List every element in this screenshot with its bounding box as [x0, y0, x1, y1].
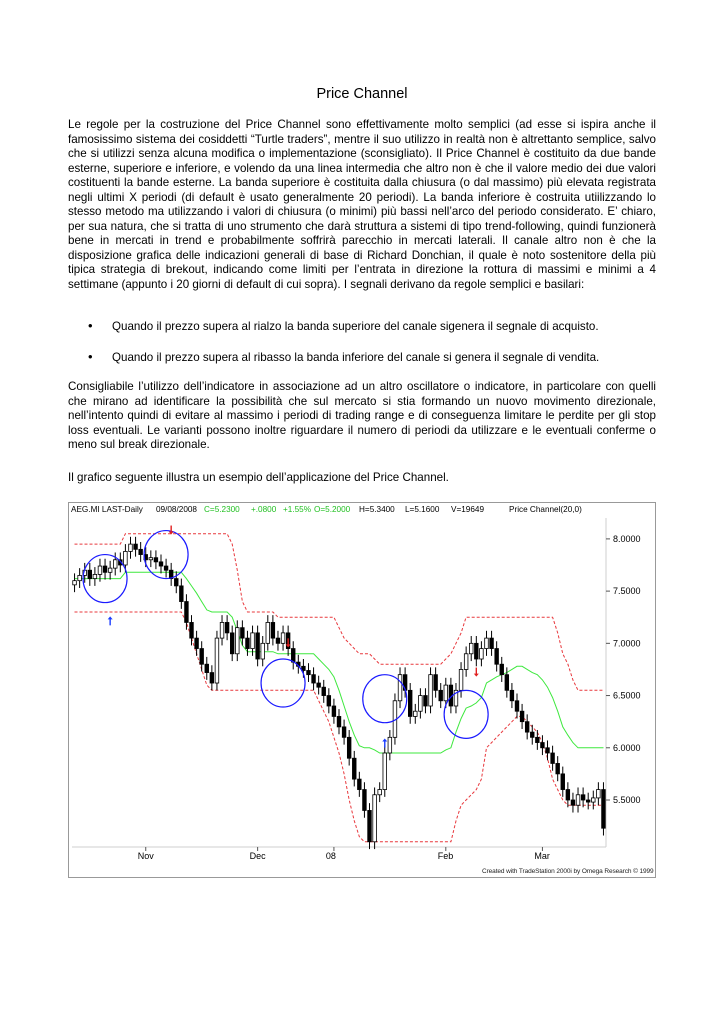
- candle-body: [358, 779, 362, 789]
- candle-body: [505, 675, 509, 691]
- candle-body: [469, 643, 473, 653]
- candle-body: [215, 638, 219, 683]
- candle-body: [312, 675, 316, 683]
- candle-body: [546, 748, 550, 753]
- candle-body: [246, 638, 250, 648]
- candle-body: [154, 558, 158, 562]
- header-symbol: AEG.MI LAST-Daily: [71, 505, 143, 514]
- header-volume: V=19649: [451, 505, 485, 514]
- candle-body: [520, 711, 524, 721]
- y-tick-label: 8.0000: [613, 533, 641, 544]
- candle-body: [464, 654, 468, 670]
- header-date: 09/08/2008: [156, 505, 197, 514]
- candle-body: [78, 575, 82, 580]
- candle-body: [551, 753, 555, 763]
- candle-body: [419, 696, 423, 712]
- bullet-dot: •: [88, 349, 93, 364]
- candle-body: [93, 574, 97, 578]
- candle-body: [556, 763, 560, 773]
- candle-body: [230, 633, 234, 654]
- candle-body: [210, 673, 214, 683]
- candle-body: [271, 622, 275, 638]
- candle-body: [103, 566, 107, 572]
- candle-body: [536, 737, 540, 742]
- candle-body: [515, 701, 519, 711]
- candle-body: [566, 790, 570, 800]
- candle-body: [398, 675, 402, 701]
- candle-body: [139, 549, 143, 554]
- candle-body: [113, 560, 117, 568]
- candle-body: [571, 800, 575, 805]
- candle-body: [195, 638, 199, 648]
- candle-body: [439, 690, 443, 700]
- candle-body: [337, 716, 341, 726]
- candle-body: [190, 622, 194, 638]
- candle-body: [134, 544, 138, 549]
- candle-body: [225, 622, 229, 632]
- candle-body: [490, 638, 494, 648]
- candle-body: [408, 690, 412, 716]
- candle-body: [291, 649, 295, 663]
- candle-body: [342, 727, 346, 737]
- candle-body: [591, 798, 595, 802]
- candle-body: [266, 622, 270, 643]
- candle-body: [413, 711, 417, 716]
- candle-body: [444, 685, 448, 701]
- candle-body: [429, 675, 433, 706]
- y-tick-label: 7.5000: [613, 586, 641, 597]
- candle-body: [581, 795, 585, 800]
- candle-body: [164, 566, 168, 570]
- candle-body: [368, 810, 372, 841]
- candle-body: [261, 643, 265, 659]
- candle-body: [220, 622, 224, 638]
- candle-body: [276, 638, 280, 643]
- header-change: +.0800: [251, 505, 277, 514]
- candle-body: [459, 669, 463, 690]
- candle-body: [159, 562, 163, 566]
- y-tick-label: 6.5000: [613, 690, 641, 701]
- price-channel-chart: [68, 502, 656, 878]
- x-tick-label: 08: [325, 851, 336, 861]
- intro-paragraph: Le regole per la costruzione del Price Channel sono effettivamente molto semplici (ad esse si ispira anche il famosissimo sistema dei cosiddetti “Turtle traders”, mentre il suo utilizzo in realtà non è altrettanto semplice, salvo che si utilizzi senza alcuna modifica o implementazione (sconsigliato). Il Price Channel è costituito da due bande esterne, superiore e inferiore, e volendo da una linea intermedia che altro non è che il valore medio dei due valori costituenti la bande esterne. La banda superiore è costituita dalla chiusura (o dal massimo) più elevata registrata negli ultimi X periodi (di default è usato generalmente 20 periodi). La banda inferiore è costruita utiilizzando lo stesso metodo ma utilizzando i valori di chiusura (o minimi) più bassi nell’arco del periodo considerato. E’ chiaro, per sua natura, che si tratta di uno strumento che darà struttura a sistemi di tipo trend-following, quindi funzionerà bene in mercati in trend e probabilmente soffrirà parecchio in mercati laterali. Il canale altro non è che la disposizione grafica delle indicazioni generali di base di Richard Donchian, il quale è noto sostenitore della più tipica strategia di brekout, indicando come limiti per l’entrata in direzione la rottura di massimi e minimi a 4 settimane (appunto i 20 giorni di default di cui sopra). I segnali derivano da regole semplici e basilari:: [68, 118, 656, 291]
- bullet-text: Quando il prezzo supera al rialzo la banda superiore del canale sigenera il segnale di acquisto.: [112, 320, 599, 333]
- candle-body: [373, 795, 377, 842]
- candle-body: [235, 628, 239, 654]
- header-low: L=5.1600: [405, 505, 440, 514]
- candle-body: [586, 800, 590, 802]
- candle-body: [576, 795, 580, 805]
- y-tick-label: 6.0000: [613, 742, 641, 753]
- candle-body: [347, 737, 351, 758]
- chart-credit: Created with TradeStation 2000i by Omega Research © 1999: [482, 868, 654, 875]
- candle-body: [424, 696, 428, 706]
- candle-body: [597, 790, 601, 798]
- chart-svg: [68, 502, 656, 878]
- candle-body: [475, 643, 479, 659]
- candle-body: [200, 649, 204, 665]
- candle-body: [510, 690, 514, 700]
- y-tick-label: 7.0000: [613, 638, 641, 649]
- candle-body: [129, 544, 133, 551]
- candle-body: [322, 687, 326, 695]
- x-tick-label: Feb: [437, 851, 454, 861]
- candle-body: [149, 558, 153, 560]
- candle-body: [530, 732, 534, 737]
- x-tick-label: Nov: [137, 851, 154, 861]
- candle-body: [251, 633, 255, 649]
- candle-body: [332, 706, 336, 716]
- candle-body: [73, 581, 77, 585]
- candle-body: [180, 586, 184, 602]
- candle-body: [88, 570, 92, 578]
- candle-body: [363, 790, 367, 811]
- usage-paragraph: Consigliabile l’utilizzo dell’indicatore in associazione ad un altro oscillatore o indicatore, in particolare con quelli che mirano ad identificare la possibilità che sul mercato si stia formando un nuovo movimento direzionale, nell’intento quindi di evitare al massimo i periodi di trading range e di conseguenza limitare le perdite per gli stop loss eventuali. Le varianti possono inoltre riguardare il numero di periodi da utilizzare e le eventuali conferme o meno sul break direzionale.: [68, 380, 656, 451]
- candle-body: [525, 722, 529, 732]
- candle-body: [241, 628, 245, 638]
- candle-body: [327, 696, 331, 706]
- candle-body: [378, 790, 382, 795]
- header-close: C=5.2300: [204, 505, 240, 514]
- candle-body: [388, 737, 392, 753]
- candle-body: [205, 664, 209, 672]
- bullet-text: Quando il prezzo supera al ribasso la banda inferiore del canale si genera il segnale di vendita.: [112, 351, 600, 364]
- chart-intro-paragraph: Il grafico seguente illustra un esempio dell’applicazione del Price Channel.: [68, 471, 449, 484]
- y-tick-label: 5.5000: [613, 795, 641, 805]
- candle-body: [480, 649, 484, 659]
- candle-body: [98, 566, 102, 574]
- bullet-dot: •: [88, 318, 93, 333]
- candle-body: [281, 633, 285, 643]
- candle-body: [317, 683, 321, 687]
- candle-body: [561, 774, 565, 790]
- header-open: O=5.2000: [314, 505, 351, 514]
- x-tick-label: Dec: [249, 851, 266, 861]
- candle-body: [434, 675, 438, 691]
- candle-body: [383, 753, 387, 790]
- candle-body: [185, 602, 189, 623]
- candle-body: [495, 649, 499, 665]
- header-indicator: Price Channel(20,0): [509, 505, 582, 514]
- candle-body: [602, 790, 606, 829]
- candle-body: [108, 568, 112, 572]
- candle-body: [174, 579, 178, 586]
- candle-body: [485, 638, 489, 648]
- candle-body: [124, 551, 128, 565]
- candle-body: [256, 633, 260, 659]
- candle-body: [352, 758, 356, 779]
- x-tick-label: Mar: [534, 851, 550, 861]
- candle-body: [541, 743, 545, 748]
- page-title: Price Channel: [316, 86, 408, 102]
- header-change-pct: +1.55%: [283, 505, 311, 514]
- candle-body: [307, 670, 311, 674]
- candle-body: [500, 664, 504, 674]
- header-high: H=5.3400: [359, 505, 395, 514]
